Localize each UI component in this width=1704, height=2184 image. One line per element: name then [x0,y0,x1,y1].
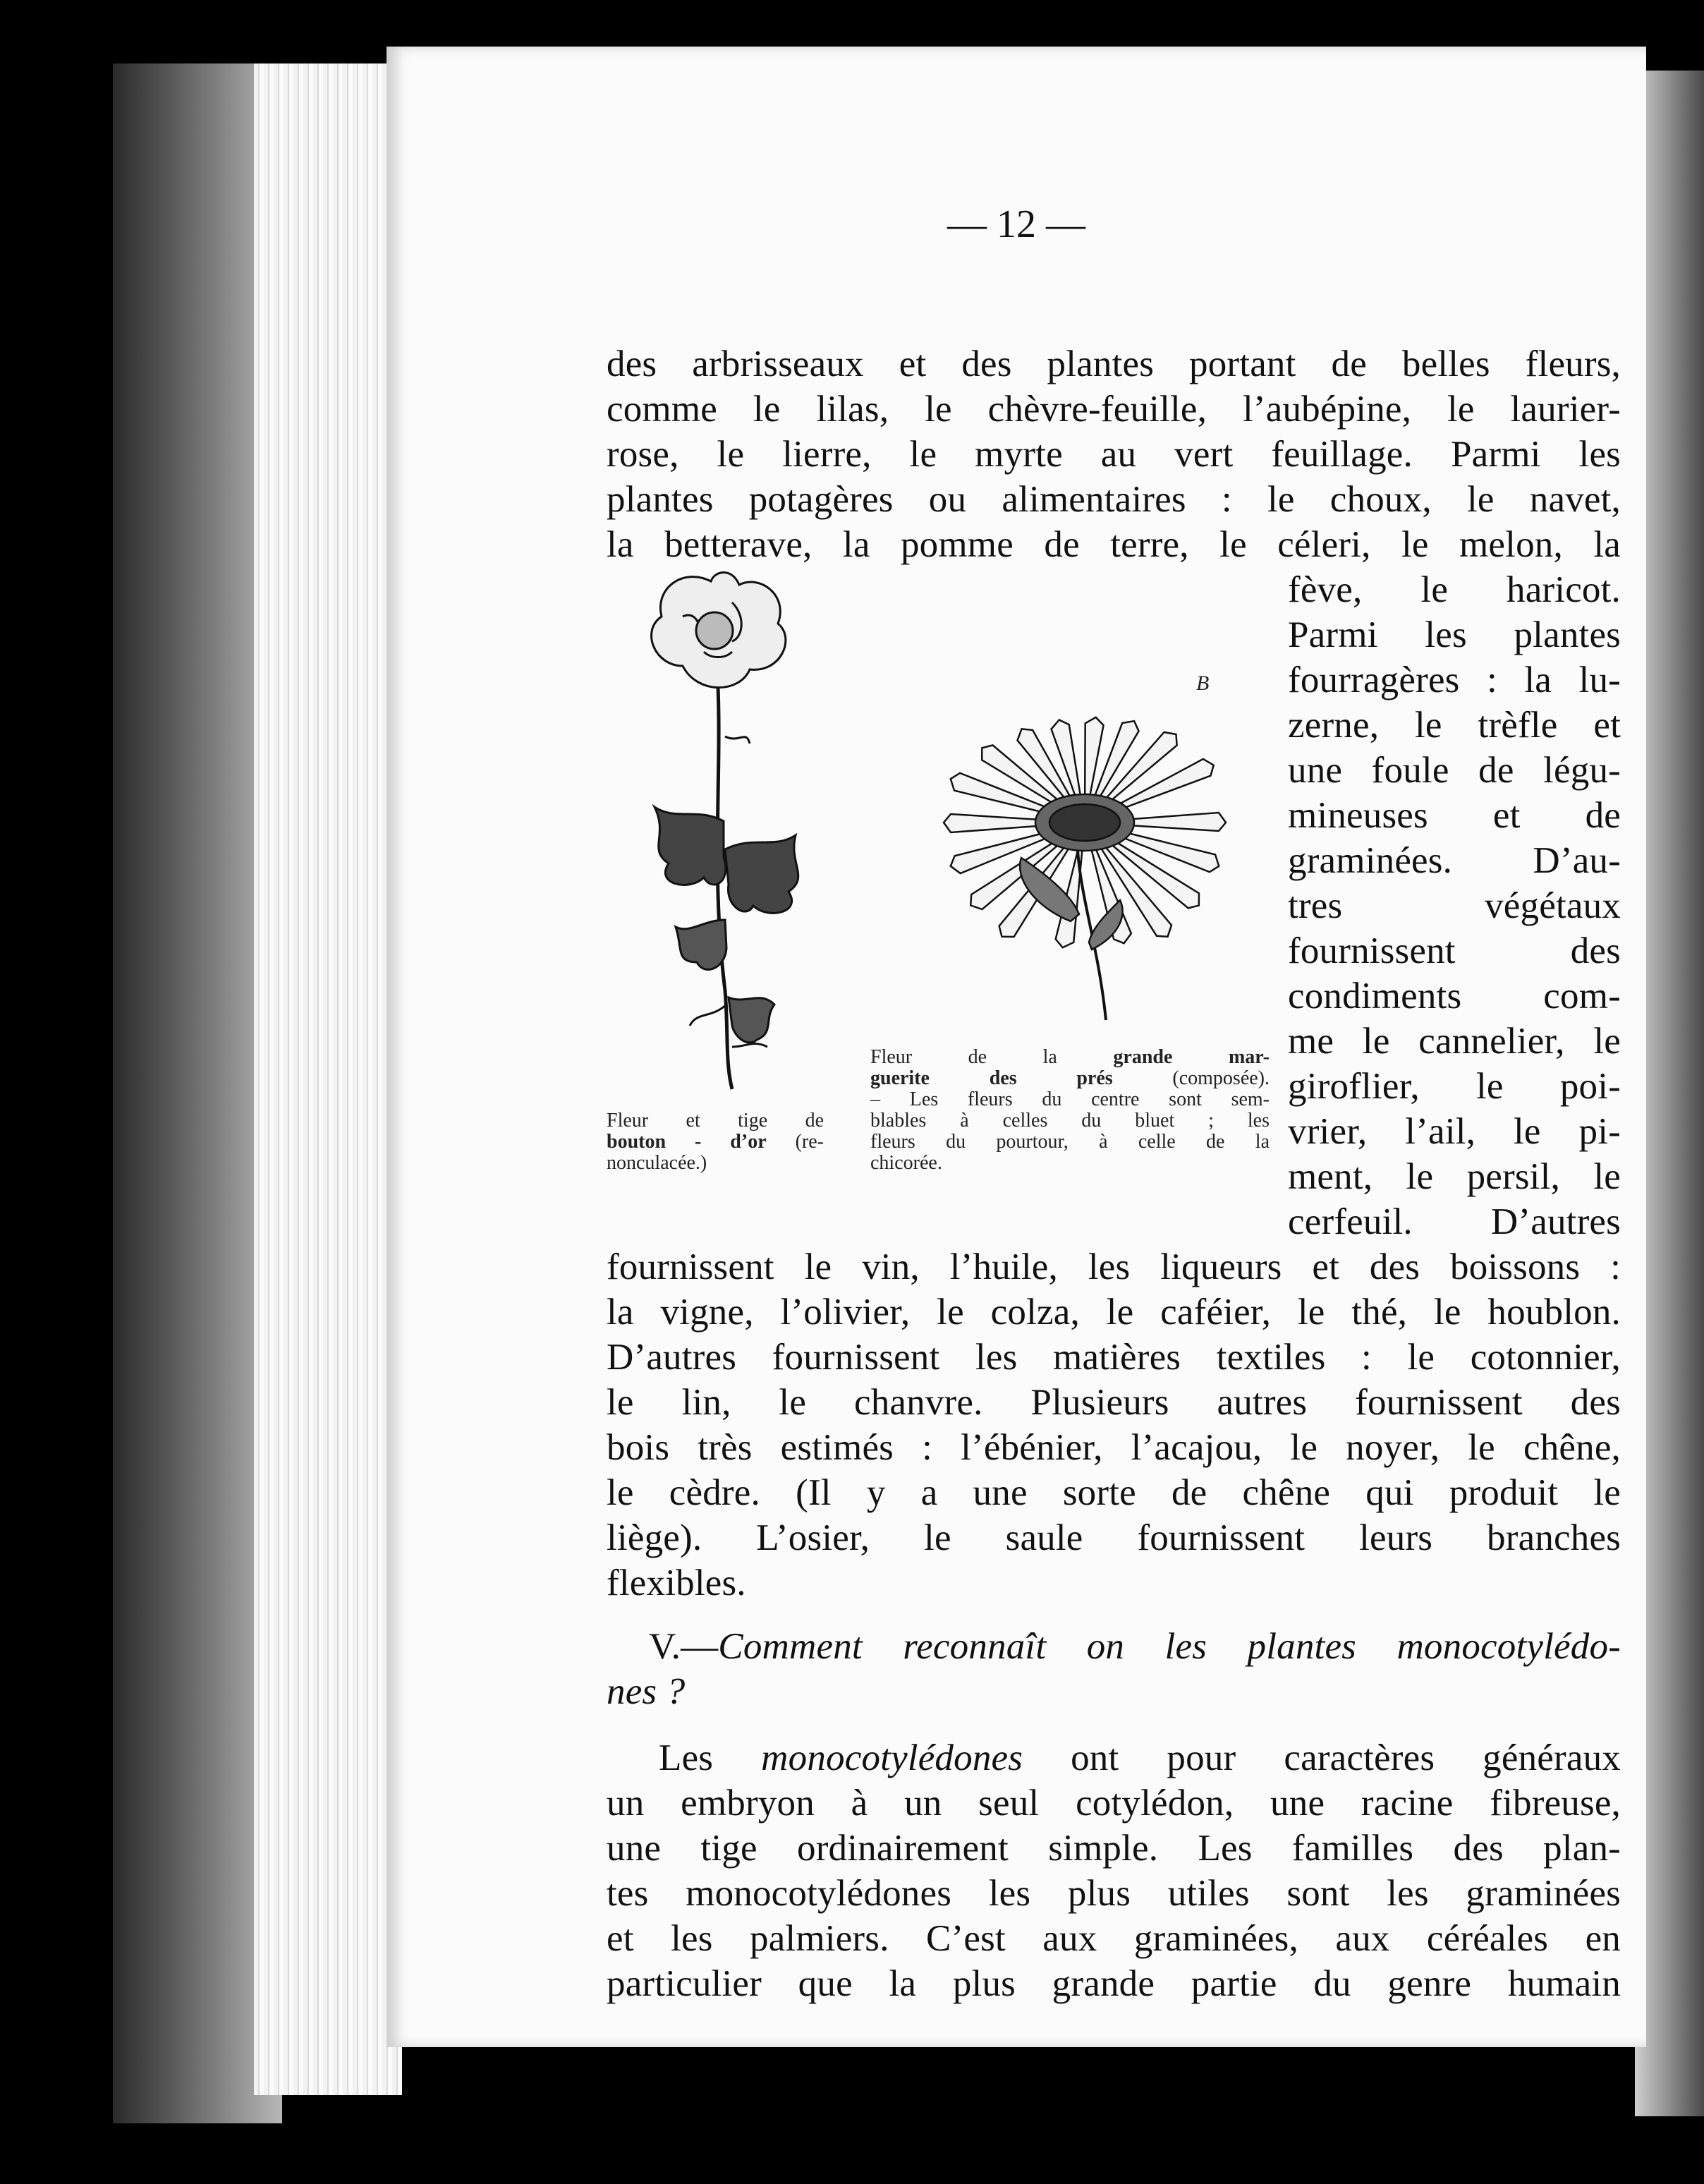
para3-line: un embryon à un seul cotylédon, une racine fibreuse, [607,1783,1621,1824]
para1-line: plantes potagères ou alimentaires : le choux, le navet, [607,479,1621,520]
page-number: — 12 — [947,202,1085,246]
para3-rest: ont pour caractères généraux [1023,1737,1621,1778]
para2-line: D’autres fournissent les matières textiles : le cotonnier, [607,1337,1621,1378]
caption-daisy-line1 [870,1047,1270,1068]
para1-line: comme le lilas, le chèvre-feuille, l’aubépine, le laurier- [607,389,1621,430]
para3-line: et les palmiers. C’est aux graminées, aux céréales en [607,1918,1621,1959]
para2-line: fournissent le vin, l’huile, les liqueurs et des boissons : [607,1246,1621,1287]
column-line: fourragères : la lu- [1288,660,1621,700]
caption-daisy-rest: (composée). [1112,1067,1270,1089]
para3-line: tes monocotylédones les plus utiles sont les graminées [607,1873,1621,1914]
caption-daisy-line4: blables à celles du bluet ; les [870,1110,1270,1132]
para2-line: le cèdre. (Il y a une sorte de chêne qui produit le [607,1472,1621,1513]
caption-daisy-line5: fleurs du pourtour, à celle de la [870,1131,1270,1153]
column-line: me le cannelier, le [1288,1021,1621,1062]
column-line: graminées. D’au- [1288,840,1621,881]
column-line: fève, le haricot. [1288,569,1621,610]
question-heading [649,1624,1621,1669]
caption-buttercup-line3: nonculacée.) [607,1152,707,1174]
caption-buttercup-bold: bouton - d’or [607,1131,767,1153]
page-edges [254,63,402,2095]
para3-line: particulier que la plus grande partie du genre humain [607,1963,1621,2004]
para2-line: flexibles. [607,1563,746,1603]
column-line: ment, le persil, le [1288,1156,1621,1197]
para2-line: bois très estimés : l’ébénier, l’acajou, le noyer, le chêne, [607,1427,1621,1468]
caption-buttercup-line1: Fleur et tige de [607,1110,824,1132]
column-line: fournissent des [1288,930,1621,971]
para3-line: une tige ordinairement simple. Les familles des plan- [607,1828,1621,1869]
para2-line: la vigne, l’olivier, le colza, le caféier, le thé, le houblon. [607,1292,1621,1333]
para2-line: liège). L’osier, le saule fournissent leurs branches [607,1517,1621,1558]
para1-line: la betterave, la pomme de terre, le céleri, le melon, la [607,524,1621,565]
para1-line: des arbrisseaux et des plantes portant de belles fleurs, [607,344,1621,384]
column-line: une foule de légu- [1288,750,1621,791]
para2-line: le lin, le chanvre. Plusieurs autres fournissent des [607,1382,1621,1423]
column-line: cerfeuil. D’autres [1288,1201,1621,1242]
column-line: zerne, le trèfle et [1288,705,1621,746]
para3-first-line [659,1735,1621,1780]
question-text: Comment reconnaît on les plantes monocotylédo- [718,1626,1621,1667]
para1-line: rose, le lierre, le myrte au vert feuillage. Parmi les [607,434,1621,475]
column-line: tres végétaux [1288,885,1621,926]
question-prefix: V.— [649,1626,719,1667]
caption-daisy-plain: Fleur de la [870,1046,1114,1068]
caption-daisy-line6: chicorée. [870,1152,942,1174]
caption-daisy-bold1: grande mar- [1113,1046,1270,1068]
column-line: condiments com- [1288,976,1621,1017]
caption-daisy-line2 [870,1068,1270,1089]
para3-start: Les [659,1737,762,1778]
caption-buttercup-line2 [607,1132,824,1153]
daisy-illustration [894,667,1289,1062]
column-line: Parmi les plantes [1288,614,1621,655]
column-line: mineuses et de [1288,795,1621,836]
column-line: vrier, l’ail, le pi- [1288,1111,1621,1152]
book-page [387,47,1646,2047]
para3-italic-term: monocotylédones [761,1737,1023,1778]
question-heading-cont: nes ? [607,1671,686,1712]
column-line: giroflier, le poi- [1288,1066,1621,1107]
buttercup-illustration [626,553,838,1103]
caption-daisy-bold2: guerite des prés [870,1067,1113,1089]
figure-label-b: B [1196,672,1210,695]
caption-daisy-line3: – Les fleurs du centre sont sem- [870,1088,1270,1110]
caption-buttercup-rest: (re- [766,1131,824,1153]
